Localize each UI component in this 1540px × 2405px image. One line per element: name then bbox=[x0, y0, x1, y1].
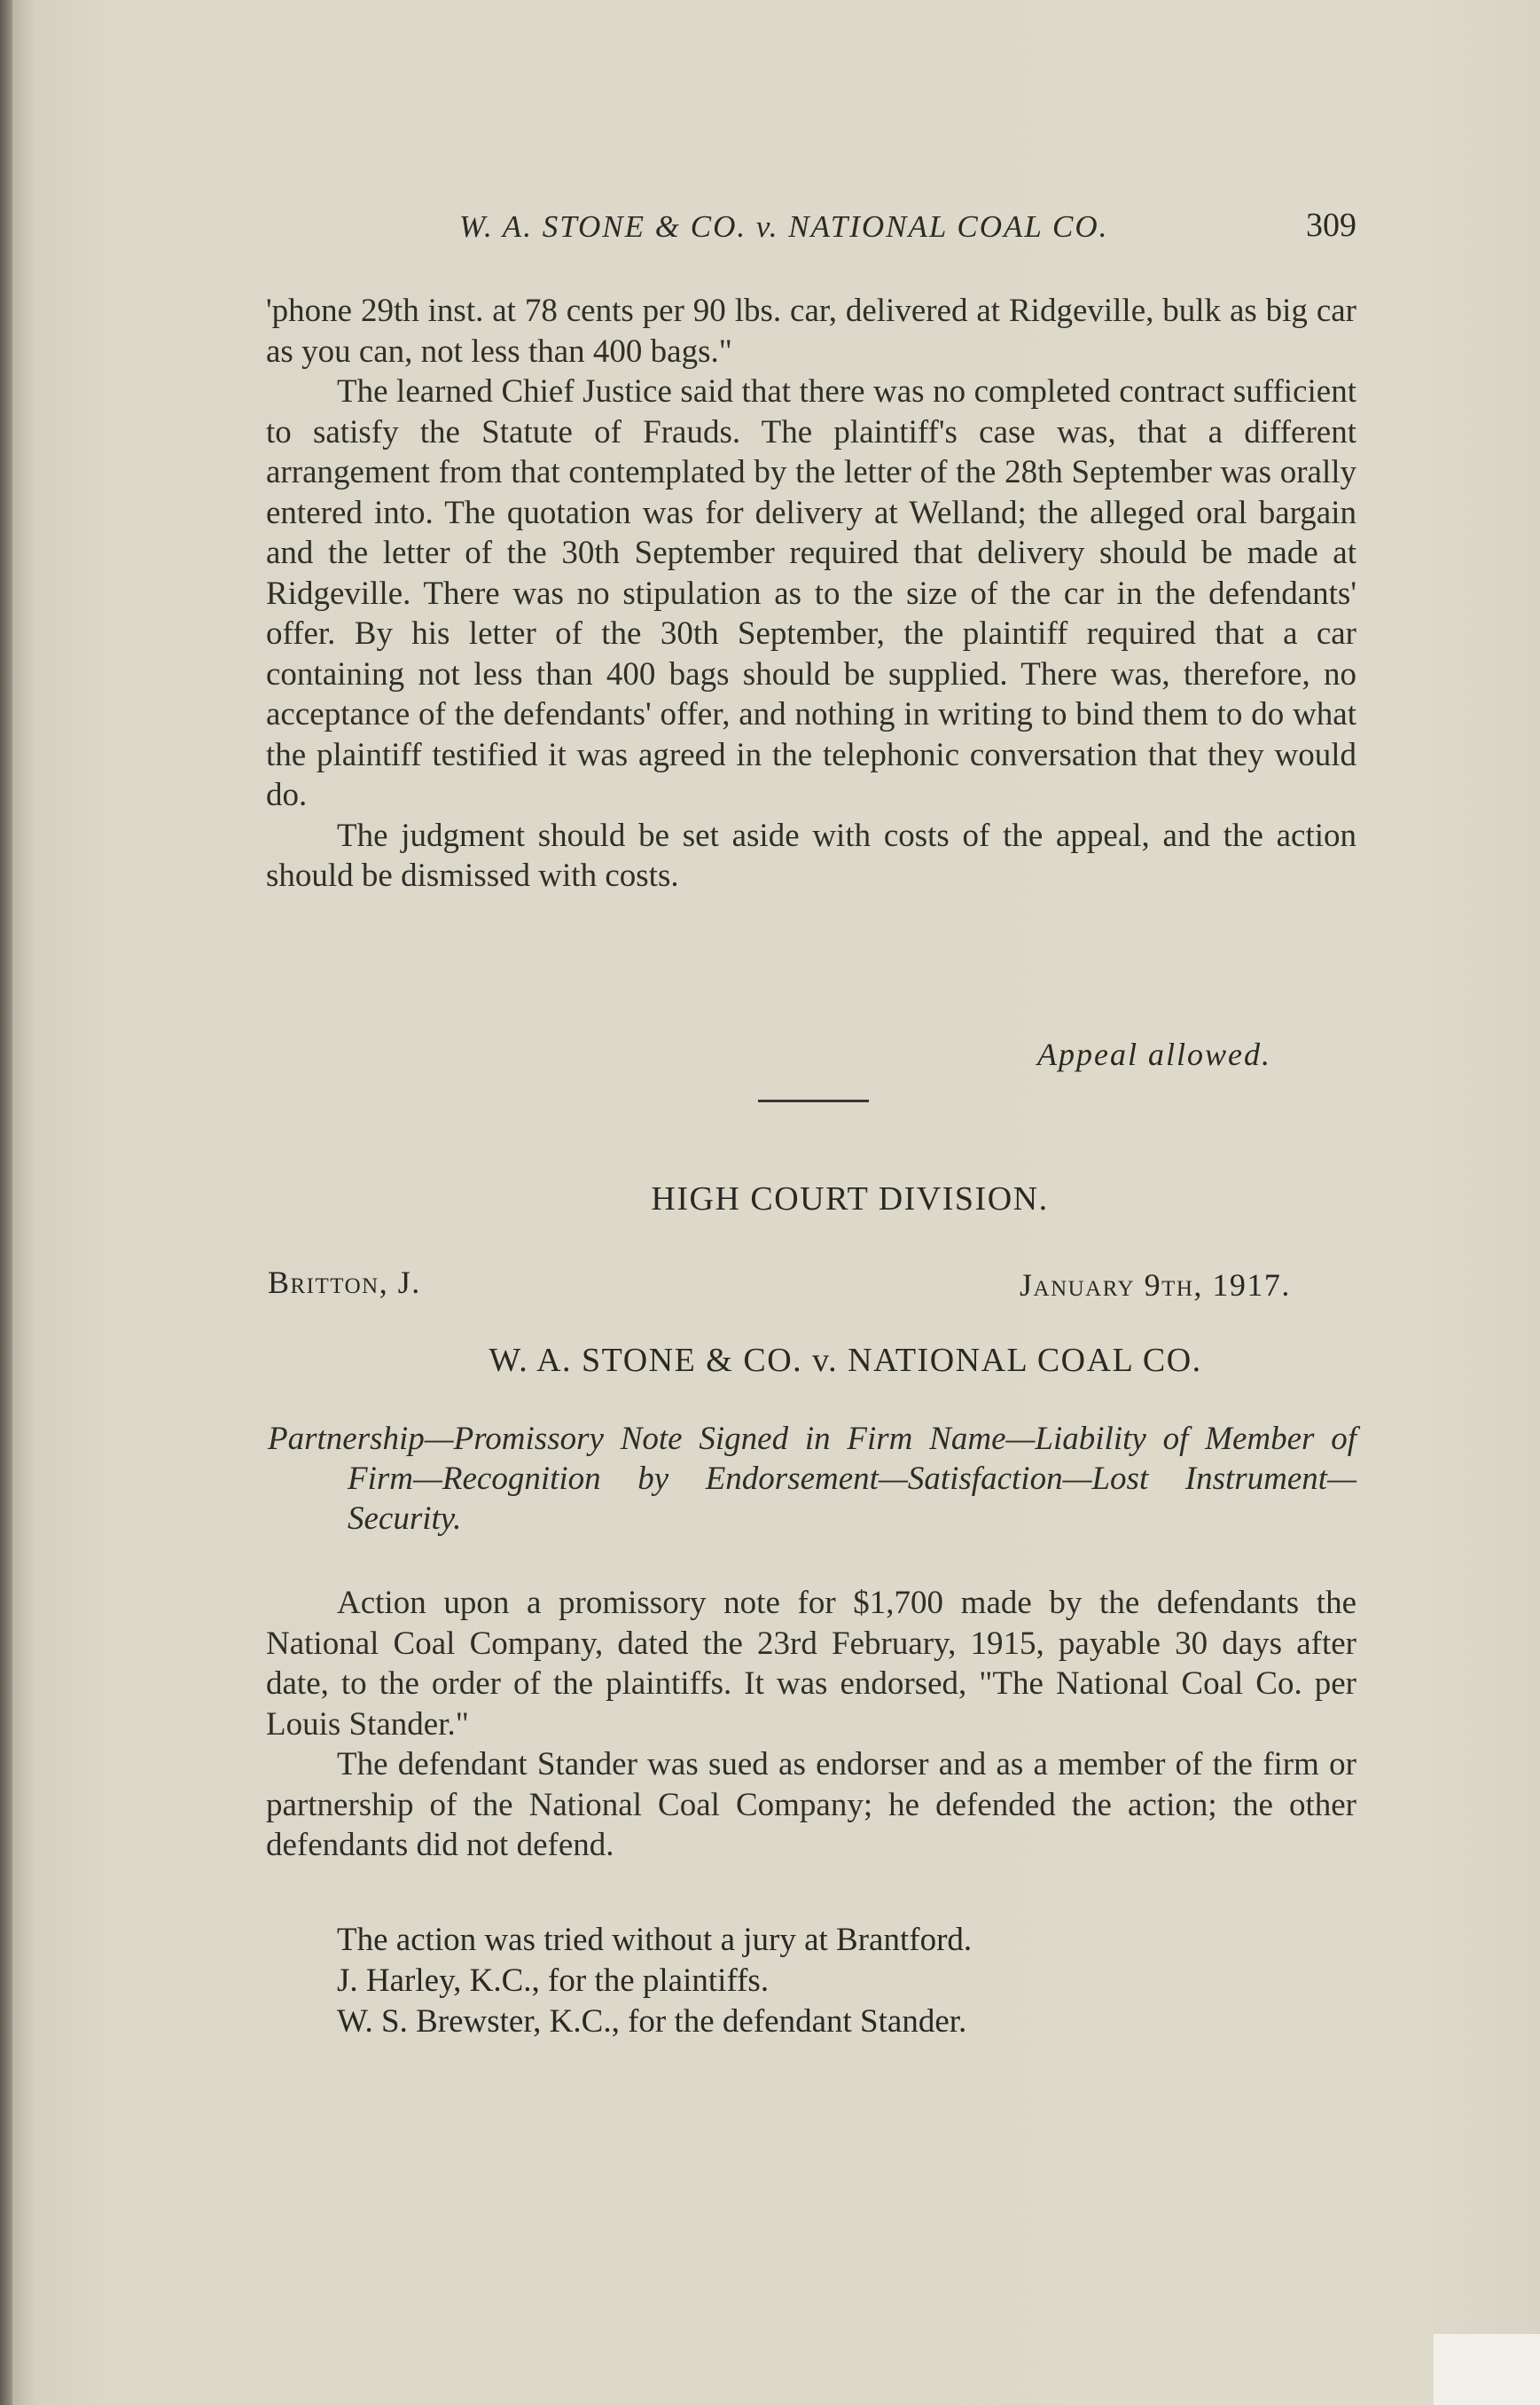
section-divider bbox=[758, 1100, 869, 1102]
page-corner bbox=[1434, 2334, 1540, 2405]
decision-date: January 9th, 1917. bbox=[1020, 1267, 1291, 1303]
disposition: Appeal allowed. bbox=[1037, 1037, 1271, 1072]
body-text-lower bbox=[266, 1583, 1356, 1866]
paragraph-quote-end: 'phone 29th inst. at 78 cents per 90 lbs. car, delivered at Ridgeville, bulk as big car as you can, not less than 400 bags." bbox=[266, 293, 1356, 370]
paragraph-action: Action upon a promissory note for $1,700 made by the defendants the National Coal Company, dated the 23rd February, 1915, payable 30 days after date, to the order of the plaintiffs. It was endorsed, "The National Coal Co. per Louis Stander." bbox=[266, 1585, 1356, 1743]
judge-name: Britton, J. bbox=[268, 1265, 421, 1300]
counsel-plaintiffs: J. Harley, K.C., for the plaintiffs. bbox=[337, 1962, 770, 1999]
counsel-defendant: W. S. Brewster, K.C., for the defendant Stander. bbox=[337, 2003, 967, 2040]
trial-note: The action was tried without a jury at Brantford. bbox=[337, 1922, 973, 1958]
case-title: W. A. STONE & CO. v. NATIONAL COAL CO. bbox=[489, 1342, 1202, 1379]
paragraph-defendant: The defendant Stander was sued as endorser and as a member of the firm or partnership of the National Coal Company; he defended the action; the other defendants did not defend. bbox=[266, 1746, 1356, 1863]
headnote: Partnership—Promissory Note Signed in Firm Name—Liability of Member of Firm—Recognition by Endorsement—Satisfaction—Lost Instrument—Security. bbox=[268, 1421, 1356, 1537]
counsel-list bbox=[337, 1920, 1356, 2042]
paragraph-reasons: The learned Chief Justice said that there was no completed contract sufficient to satisfy the Statute of Frauds. The plaintiff's case was, that a different arrangement from that contemplated by the letter of the 28th September was orally entered into. The quotation was for delivery at Welland; the alleged oral bargain and the letter of the 30th September required that delivery should be made at Ridgeville. There was no stipulation as to the size of the car in the defendants' offer. By his letter of the 30th September, the plaintiff required that a car containing not less than 400 bags should be supplied. There was, therefore, no acceptance of the defendants' offer, and nothing in writing to bind them to do what the plaintiff testified it was agreed in the telephonic conversation that they would do. bbox=[266, 373, 1356, 813]
page-header bbox=[266, 209, 1356, 262]
body-text-upper bbox=[266, 291, 1356, 897]
running-head: W. A. STONE & CO. v. NATIONAL COAL CO. bbox=[459, 209, 1109, 244]
division-heading: HIGH COURT DIVISION. bbox=[651, 1180, 1049, 1218]
paragraph-judgment: The judgment should be set aside with costs of the appeal, and the action should be dismissed with costs. bbox=[266, 817, 1356, 894]
page-number: 309 bbox=[1306, 207, 1356, 244]
